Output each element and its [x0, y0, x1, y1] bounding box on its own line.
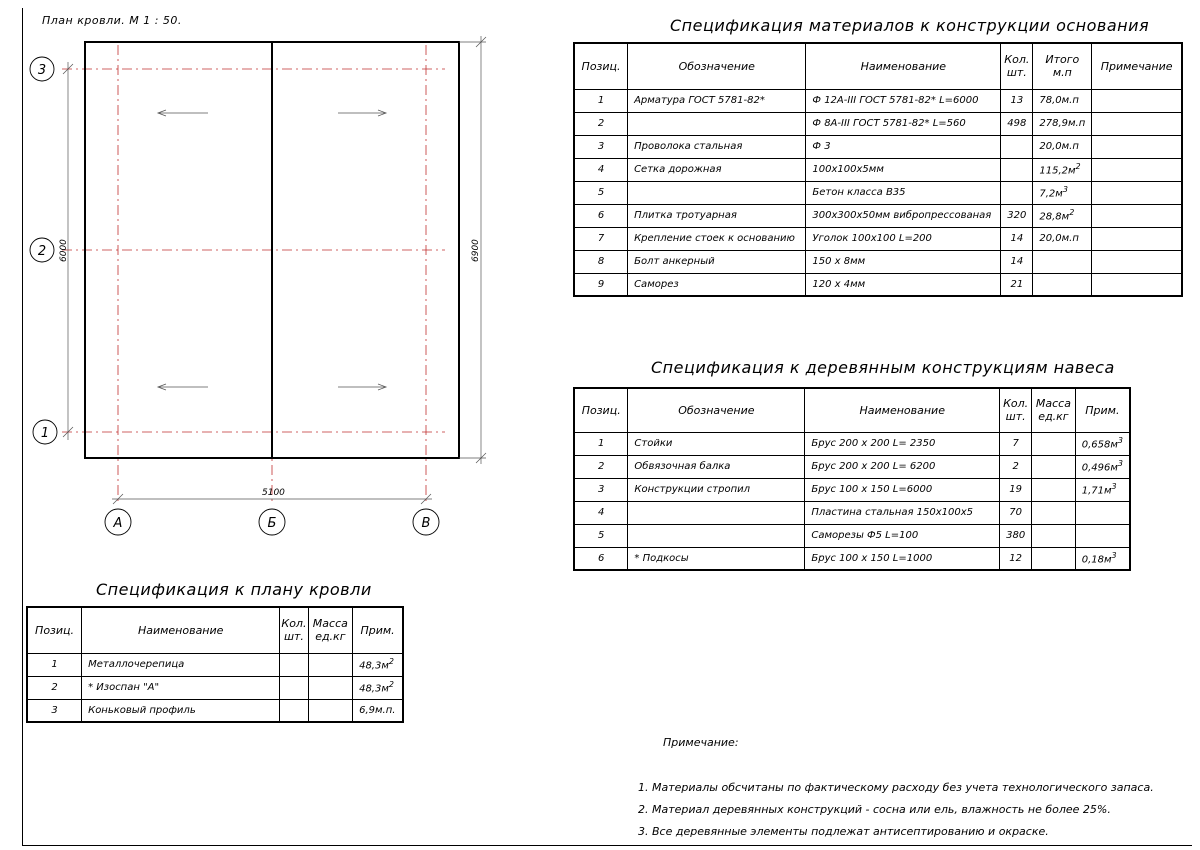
cell-name: Брус 100 х 150 L=1000 — [805, 547, 1000, 570]
cell-oboz: Конструкции стропил — [628, 478, 805, 501]
cell-oboz — [628, 181, 806, 204]
cell-pos: 2 — [27, 676, 82, 699]
table-row — [574, 158, 1182, 181]
cell-kol — [280, 699, 308, 722]
cell-pos: 4 — [574, 158, 628, 181]
cell-prim: $48,3м^2$ — [353, 653, 403, 676]
cell-kol: 2 — [1000, 455, 1032, 478]
cell-oboz — [628, 501, 805, 524]
cell-oboz: Проволока стальная — [628, 135, 806, 158]
cell-kol — [280, 676, 308, 699]
table-row — [574, 250, 1182, 273]
cell-oboz: Стойки — [628, 432, 805, 455]
cell-prim — [1092, 112, 1182, 135]
cell-name: Брус 100 х 150 L=6000 — [805, 478, 1000, 501]
cell-name: * Изоспан "А" — [82, 676, 280, 699]
table-row — [27, 676, 403, 699]
table-row — [27, 653, 403, 676]
col-header-itogo: Итого м.п — [1033, 43, 1092, 89]
cell-pos: 1 — [27, 653, 82, 676]
cell-kol: 7 — [1000, 432, 1032, 455]
cell-oboz — [628, 524, 805, 547]
col-header-pos: Позиц. — [27, 607, 82, 653]
cell-kol: 14 — [1001, 250, 1033, 273]
col-header-oboz: Обозначение — [628, 388, 805, 432]
col-header-name: Наименование — [806, 43, 1001, 89]
table-row — [574, 181, 1182, 204]
cell-name: Металлочерепица — [82, 653, 280, 676]
cell-prim: $0,658м^3$ — [1075, 432, 1130, 455]
col-header-pos: Позиц. — [574, 388, 628, 432]
col-header-pos: Позиц. — [574, 43, 628, 89]
cell-name: 120 х 4мм — [806, 273, 1001, 296]
cell-kol: 320 — [1001, 204, 1033, 227]
cell-prim: 6,9м.п. — [353, 699, 403, 722]
cell-pos: 3 — [574, 135, 628, 158]
table-row — [574, 455, 1130, 478]
axis-label-col-b: Б — [267, 516, 277, 531]
cell-oboz: Обвязочная балка — [628, 455, 805, 478]
cell-itogo: $28,8м^2$ — [1033, 204, 1092, 227]
cell-kol: 12 — [1000, 547, 1032, 570]
spec-wood-table — [573, 387, 1131, 571]
col-header-prim: Примечание — [1092, 43, 1182, 89]
cell-oboz: Крепление стоек к основанию — [628, 227, 806, 250]
note-item-1: 1. Материалы обсчитаны по фактическому расходу без учета технологического запаса. — [638, 781, 1154, 794]
cell-pos: 4 — [574, 501, 628, 524]
note-item-2: 2. Материал деревянных конструкций - сосна или ель, влажность не более 25%. — [638, 803, 1111, 816]
spec-roof-table — [26, 606, 404, 723]
cell-itogo — [1033, 250, 1092, 273]
table-row — [27, 699, 403, 722]
cell-prim — [1092, 158, 1182, 181]
cell-prim — [1092, 273, 1182, 296]
cell-pos: 3 — [27, 699, 82, 722]
unit-exponent: 2 — [388, 657, 394, 667]
col-header-name: Наименование — [805, 388, 1000, 432]
cell-name: Саморезы Ф5 L=100 — [805, 524, 1000, 547]
table-row — [574, 547, 1130, 570]
unit-exponent: 3 — [1062, 185, 1068, 195]
cell-itogo: 278,9м.п — [1033, 112, 1092, 135]
cell-prim — [1092, 89, 1182, 112]
axis-label-row-3: 3 — [37, 63, 47, 78]
cell-pos: 6 — [574, 547, 628, 570]
dim-label-bottom: 5100 — [262, 488, 285, 498]
unit-exponent: 3 — [1111, 482, 1117, 492]
cell-oboz: Сетка дорожная — [628, 158, 806, 181]
cell-mass — [308, 653, 352, 676]
table-row — [574, 478, 1130, 501]
cell-name: 300х300х50мм вибропрессованая — [806, 204, 1001, 227]
axis-label-col-a: А — [113, 516, 123, 531]
col-header-prim: Прим. — [1075, 388, 1130, 432]
cell-oboz — [628, 112, 806, 135]
unit-exponent: 3 — [1117, 459, 1123, 469]
cell-prim: $48,3м^2$ — [353, 676, 403, 699]
cell-mass — [1032, 547, 1076, 570]
cell-pos: 2 — [574, 455, 628, 478]
cell-name: Брус 200 х 200 L= 2350 — [805, 432, 1000, 455]
col-header-oboz: Обозначение — [628, 43, 806, 89]
unit-exponent: 2 — [1069, 208, 1075, 218]
cell-name: Коньковый профиль — [82, 699, 280, 722]
cell-kol — [1001, 181, 1033, 204]
table-row — [574, 524, 1130, 547]
unit-exponent: 2 — [388, 680, 394, 690]
cell-kol — [1001, 135, 1033, 158]
table-row — [574, 227, 1182, 250]
cell-name: Ф 3 — [806, 135, 1001, 158]
unit-exponent: 3 — [1117, 436, 1123, 446]
table-row — [574, 135, 1182, 158]
cell-pos: 1 — [574, 89, 628, 112]
cell-prim — [1075, 501, 1130, 524]
cell-pos: 9 — [574, 273, 628, 296]
cell-name: Ф 8А-III ГОСТ 5781-82* L=560 — [806, 112, 1001, 135]
cell-mass — [1032, 501, 1076, 524]
col-header-kol: Кол. шт. — [1001, 43, 1033, 89]
spec-roof-title: Спецификация к плану кровли — [96, 580, 372, 599]
cell-oboz: Болт анкерный — [628, 250, 806, 273]
cell-name: Уголок 100х100 L=200 — [806, 227, 1001, 250]
col-header-mass: Масса ед.кг — [308, 607, 352, 653]
cell-pos: 3 — [574, 478, 628, 501]
cell-name: Бетон класса В35 — [806, 181, 1001, 204]
cell-kol: 380 — [1000, 524, 1032, 547]
cell-mass — [308, 699, 352, 722]
dim-label-left: 6000 — [59, 239, 69, 262]
cell-prim — [1092, 204, 1182, 227]
cell-pos: 5 — [574, 181, 628, 204]
unit-exponent: 3 — [1111, 551, 1117, 561]
notes-title: Примечание: — [663, 736, 739, 749]
cell-kol — [1001, 158, 1033, 181]
cell-pos: 8 — [574, 250, 628, 273]
cell-prim: $0,496м^3$ — [1075, 455, 1130, 478]
cell-name: Брус 200 х 200 L= 6200 — [805, 455, 1000, 478]
plan-title: План кровли. М 1 : 50. — [42, 14, 182, 27]
col-header-kol: Кол. шт. — [1000, 388, 1032, 432]
cell-kol: 14 — [1001, 227, 1033, 250]
spec-wood-title: Спецификация к деревянным конструкциям навеса — [651, 358, 1115, 377]
cell-mass — [308, 676, 352, 699]
cell-prim — [1092, 227, 1182, 250]
cell-name: 100х100х5мм — [806, 158, 1001, 181]
cell-pos: 5 — [574, 524, 628, 547]
cell-itogo: $7,2м^3$ — [1033, 181, 1092, 204]
cell-name: Ф 12А-III ГОСТ 5781-82* L=6000 — [806, 89, 1001, 112]
cell-itogo: 78,0м.п — [1033, 89, 1092, 112]
cell-prim: $0,18м^3$ — [1075, 547, 1130, 570]
cell-kol: 19 — [1000, 478, 1032, 501]
roof-plan-drawing — [0, 0, 540, 560]
spec-base-table — [573, 42, 1183, 297]
cell-prim — [1092, 135, 1182, 158]
cell-kol: 13 — [1001, 89, 1033, 112]
note-item-3: 3. Все деревянные элементы подлежат антисептированию и окраске. — [638, 825, 1049, 838]
cell-kol — [280, 653, 308, 676]
cell-mass — [1032, 455, 1076, 478]
cell-itogo: 20,0м.п — [1033, 227, 1092, 250]
table-row — [574, 273, 1182, 296]
cell-pos: 1 — [574, 432, 628, 455]
cell-prim — [1092, 250, 1182, 273]
axis-label-col-v: В — [421, 516, 431, 531]
table-row — [574, 432, 1130, 455]
cell-itogo: $115,2м^2$ — [1033, 158, 1092, 181]
dim-label-right: 6900 — [471, 239, 481, 262]
cell-pos: 2 — [574, 112, 628, 135]
cell-prim: $1,71м^3$ — [1075, 478, 1130, 501]
cell-name: Пластина стальная 150х100х5 — [805, 501, 1000, 524]
cell-name: 150 х 8мм — [806, 250, 1001, 273]
cell-mass — [1032, 524, 1076, 547]
table-row — [574, 204, 1182, 227]
table-row — [574, 89, 1182, 112]
cell-mass — [1032, 478, 1076, 501]
cell-prim — [1092, 181, 1182, 204]
spec-base-title: Спецификация материалов к конструкции основания — [670, 16, 1150, 35]
unit-exponent: 2 — [1075, 162, 1081, 172]
cell-kol: 21 — [1001, 273, 1033, 296]
table-row — [574, 112, 1182, 135]
col-header-prim: Прим. — [353, 607, 403, 653]
cell-oboz: Саморез — [628, 273, 806, 296]
axis-label-row-1: 1 — [40, 426, 50, 441]
cell-prim — [1075, 524, 1130, 547]
col-header-mass: Масса ед.кг — [1032, 388, 1076, 432]
cell-itogo: 20,0м.п — [1033, 135, 1092, 158]
col-header-kol: Кол. шт. — [280, 607, 308, 653]
cell-kol: 70 — [1000, 501, 1032, 524]
cell-oboz: Плитка тротуарная — [628, 204, 806, 227]
cell-kol: 498 — [1001, 112, 1033, 135]
cell-mass — [1032, 432, 1076, 455]
col-header-name: Наименование — [82, 607, 280, 653]
cell-itogo — [1033, 273, 1092, 296]
axis-label-row-2: 2 — [37, 244, 47, 259]
cell-oboz: Арматура ГОСТ 5781-82* — [628, 89, 806, 112]
cell-pos: 6 — [574, 204, 628, 227]
table-row — [574, 501, 1130, 524]
cell-pos: 7 — [574, 227, 628, 250]
cell-oboz: * Подкосы — [628, 547, 805, 570]
